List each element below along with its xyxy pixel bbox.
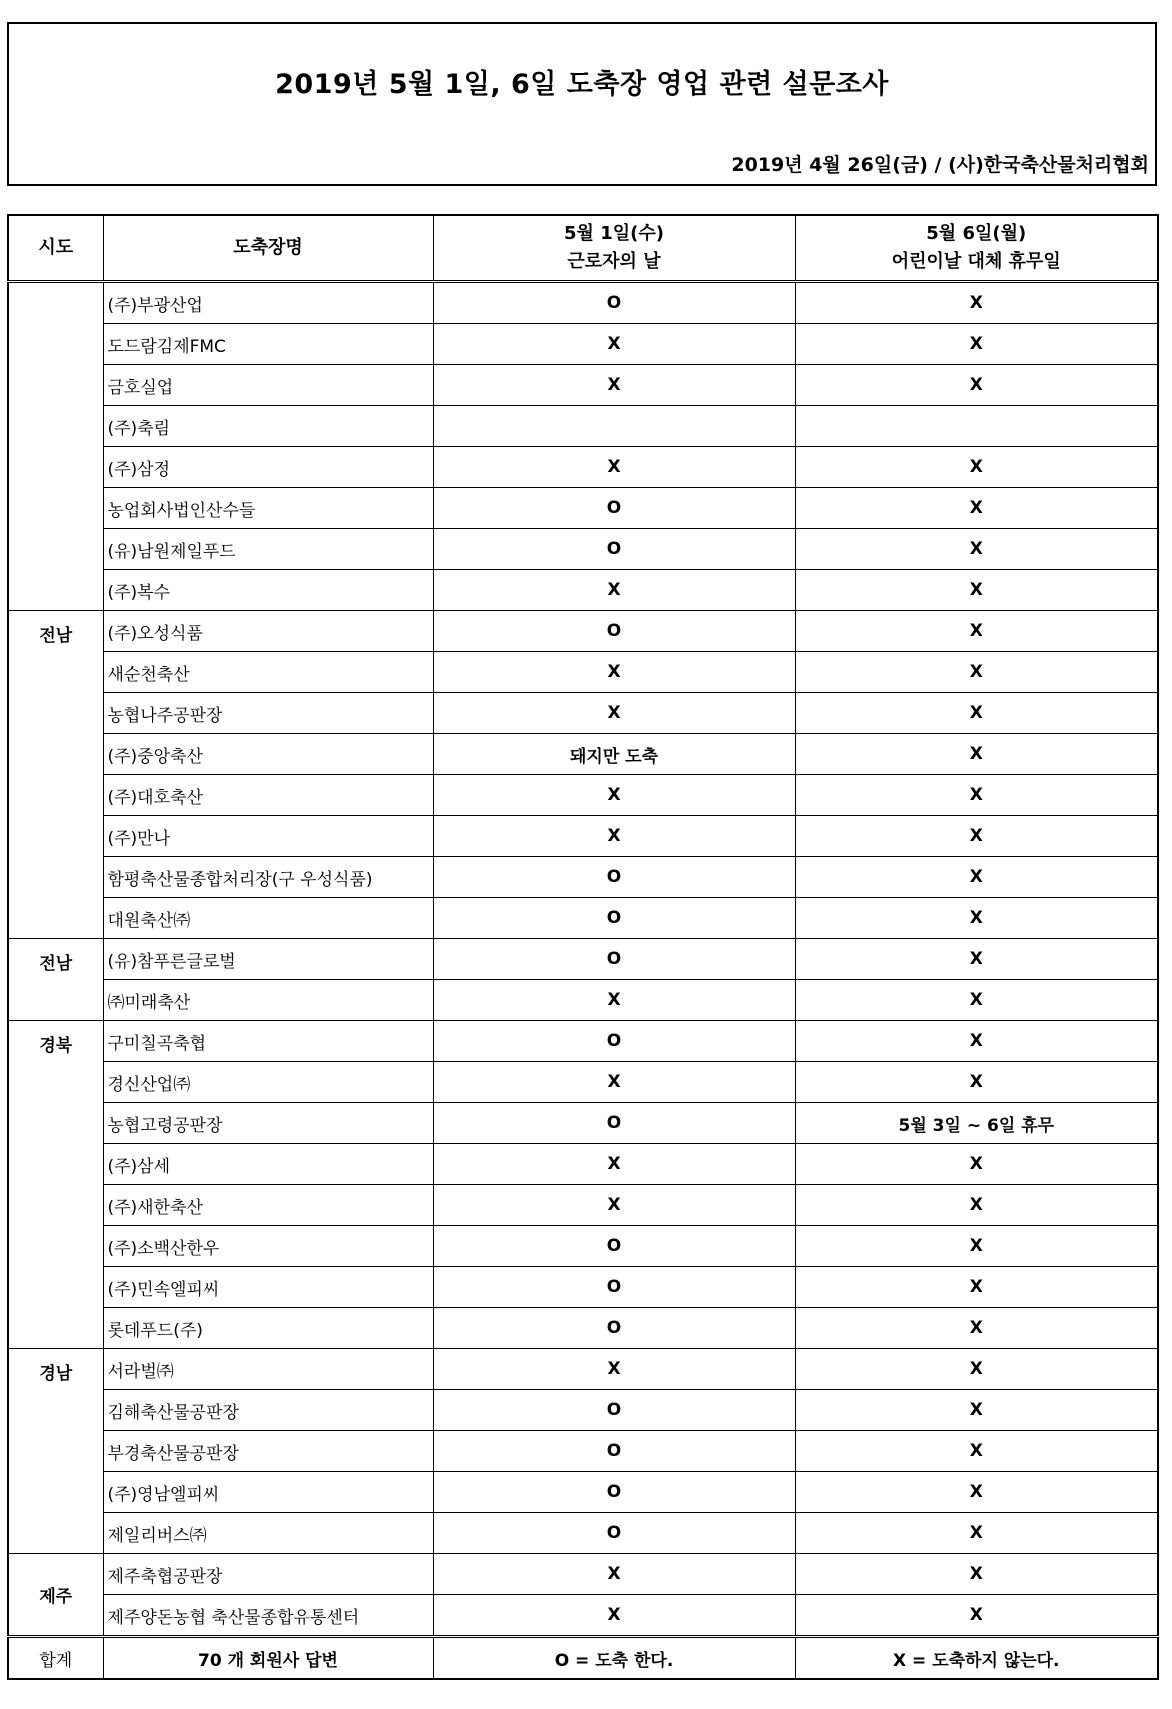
may1-cell: X [433, 1554, 795, 1595]
table-row [8, 734, 1158, 775]
region-cell: 경북 [8, 1021, 103, 1349]
name-cell: 서라벌㈜ [103, 1349, 433, 1390]
header-row [8, 215, 1158, 282]
may1-cell: O [433, 1226, 795, 1267]
may1-cell: O [433, 1513, 795, 1554]
name-cell: ㈜미래축산 [103, 980, 433, 1021]
may6-cell: X [795, 282, 1158, 324]
table-row [8, 693, 1158, 734]
may6-cell: X [795, 1185, 1158, 1226]
name-cell: (주)중앙축산 [103, 734, 433, 775]
name-cell: (주)새한축산 [103, 1185, 433, 1226]
col-may1-date: 5월 1일(수) [564, 223, 664, 244]
col-may1-desc: 근로자의 날 [567, 251, 661, 272]
region-cell: 전남 [8, 939, 103, 1021]
may6-cell: X [795, 980, 1158, 1021]
name-cell: 부경축산물공판장 [103, 1431, 433, 1472]
table-row [8, 611, 1158, 652]
col-region: 시도 [8, 215, 103, 282]
table-row [8, 406, 1158, 447]
table-row [8, 816, 1158, 857]
may6-cell: X [795, 1554, 1158, 1595]
may6-cell [795, 406, 1158, 447]
document-title: 2019년 5월 1일, 6일 도축장 영업 관련 설문조사 [275, 69, 889, 100]
table-row [8, 488, 1158, 529]
may6-cell: X [795, 652, 1158, 693]
may6-cell: X [795, 1062, 1158, 1103]
name-cell: 제주양돈농협 축산물종합유통센터 [103, 1595, 433, 1637]
may1-cell: X [433, 1595, 795, 1637]
name-cell: 농업회사법인산수들 [103, 488, 433, 529]
region-cell: 경남 [8, 1349, 103, 1554]
footer-row [8, 1637, 1158, 1680]
may6-cell: X [795, 324, 1158, 365]
name-cell: (주)부광산업 [103, 282, 433, 324]
name-cell: 금호실업 [103, 365, 433, 406]
name-cell: 새순천축산 [103, 652, 433, 693]
legend-o: O = 도축 한다. [433, 1637, 795, 1680]
may1-cell: O [433, 529, 795, 570]
may6-cell: X [795, 1513, 1158, 1554]
may6-cell: X [795, 570, 1158, 611]
footer-count: 70 개 회원사 답변 [103, 1637, 433, 1680]
table-row [8, 570, 1158, 611]
name-cell: 농협고령공판장 [103, 1103, 433, 1144]
table-row [8, 980, 1158, 1021]
may6-cell: X [795, 857, 1158, 898]
footer-label: 합계 [8, 1637, 103, 1680]
table-row [8, 365, 1158, 406]
may6-cell: X [795, 1144, 1158, 1185]
name-cell: 경신산업㈜ [103, 1062, 433, 1103]
table-row [8, 652, 1158, 693]
may1-cell: X [433, 693, 795, 734]
may6-cell: X [795, 816, 1158, 857]
may6-cell: X [795, 939, 1158, 980]
col-may6-desc: 어린이날 대체 휴무일 [891, 251, 1061, 272]
may1-cell: O [433, 611, 795, 652]
table-row [8, 1595, 1158, 1637]
region-cell [8, 282, 103, 611]
may1-cell: O [433, 1431, 795, 1472]
may1-cell: O [433, 1267, 795, 1308]
table-row [8, 1554, 1158, 1595]
document-subtitle: 2019년 4월 26일(금) / (사)한국축산물처리협회 [731, 154, 1149, 176]
may6-cell: 5월 3일 ~ 6일 휴무 [795, 1103, 1158, 1144]
may1-cell: X [433, 1185, 795, 1226]
may1-cell: X [433, 365, 795, 406]
may6-cell: X [795, 1226, 1158, 1267]
may1-cell: X [433, 1144, 795, 1185]
may6-cell: X [795, 693, 1158, 734]
table-row [8, 1513, 1158, 1554]
table-row [8, 898, 1158, 939]
name-cell: (유)참푸른글로벌 [103, 939, 433, 980]
may1-cell: O [433, 1103, 795, 1144]
name-cell: (주)만나 [103, 816, 433, 857]
may1-cell: X [433, 775, 795, 816]
table-row [8, 1472, 1158, 1513]
table-row [8, 282, 1158, 324]
region-cell: 전남 [8, 611, 103, 939]
may1-cell: X [433, 980, 795, 1021]
header-box [7, 22, 1157, 186]
table-row [8, 1103, 1158, 1144]
col-may1 [433, 215, 795, 282]
may1-cell: X [433, 652, 795, 693]
name-cell: (주)축림 [103, 406, 433, 447]
name-cell: 김해축산물공판장 [103, 1390, 433, 1431]
legend-x: X = 도축하지 않는다. [795, 1637, 1158, 1680]
may6-cell: X [795, 1472, 1158, 1513]
may1-cell: X [433, 570, 795, 611]
table-row [8, 1267, 1158, 1308]
may6-cell: X [795, 447, 1158, 488]
may6-cell: X [795, 529, 1158, 570]
may1-cell: O [433, 939, 795, 980]
name-cell: 농협나주공판장 [103, 693, 433, 734]
col-may6-date: 5월 6일(월) [926, 223, 1027, 244]
name-cell: (주)소백산한우 [103, 1226, 433, 1267]
may1-cell: O [433, 282, 795, 324]
name-cell: 도드람김제FMC [103, 324, 433, 365]
may1-cell: 돼지만 도축 [433, 734, 795, 775]
name-cell: (주)삼세 [103, 1144, 433, 1185]
may1-cell [433, 406, 795, 447]
name-cell: (유)남원제일푸드 [103, 529, 433, 570]
may1-cell: X [433, 324, 795, 365]
may1-cell: O [433, 857, 795, 898]
survey-table [7, 214, 1159, 1680]
name-cell: (주)대호축산 [103, 775, 433, 816]
table-row [8, 1390, 1158, 1431]
table-row [8, 1308, 1158, 1349]
may6-cell: X [795, 775, 1158, 816]
may6-cell: X [795, 1267, 1158, 1308]
table-row [8, 1144, 1158, 1185]
may6-cell: X [795, 1431, 1158, 1472]
table-row [8, 1185, 1158, 1226]
table-row [8, 1431, 1158, 1472]
may1-cell: X [433, 447, 795, 488]
region-cell: 제주 [8, 1554, 103, 1637]
col-may6 [795, 215, 1158, 282]
may6-cell: X [795, 611, 1158, 652]
may6-cell: X [795, 1021, 1158, 1062]
may6-cell: X [795, 365, 1158, 406]
name-cell: (주)민속엘피씨 [103, 1267, 433, 1308]
may1-cell: O [433, 1390, 795, 1431]
table-row [8, 857, 1158, 898]
table-row [8, 1062, 1158, 1103]
name-cell: 제주축협공판장 [103, 1554, 433, 1595]
may6-cell: X [795, 1595, 1158, 1637]
table-row [8, 939, 1158, 980]
name-cell: 대원축산㈜ [103, 898, 433, 939]
may6-cell: X [795, 488, 1158, 529]
survey-body [8, 282, 1158, 1637]
may1-cell: X [433, 816, 795, 857]
may1-cell: O [433, 488, 795, 529]
may1-cell: O [433, 1472, 795, 1513]
table-row [8, 1349, 1158, 1390]
name-cell: (주)복수 [103, 570, 433, 611]
col-name: 도축장명 [103, 215, 433, 282]
may6-cell: X [795, 898, 1158, 939]
may1-cell: O [433, 898, 795, 939]
table-row [8, 529, 1158, 570]
may6-cell: X [795, 1308, 1158, 1349]
name-cell: 함평축산물종합처리장(구 우성식품) [103, 857, 433, 898]
may1-cell: X [433, 1062, 795, 1103]
table-row [8, 1226, 1158, 1267]
may1-cell: O [433, 1021, 795, 1062]
name-cell: 롯데푸드(주) [103, 1308, 433, 1349]
name-cell: (주)오성식품 [103, 611, 433, 652]
name-cell: (주)영남엘피씨 [103, 1472, 433, 1513]
name-cell: (주)삼정 [103, 447, 433, 488]
name-cell: 구미칠곡축협 [103, 1021, 433, 1062]
may1-cell: X [433, 1349, 795, 1390]
may6-cell: X [795, 1349, 1158, 1390]
may6-cell: X [795, 734, 1158, 775]
name-cell: 제일리버스㈜ [103, 1513, 433, 1554]
may6-cell: X [795, 1390, 1158, 1431]
table-row [8, 1021, 1158, 1062]
table-row [8, 324, 1158, 365]
table-row [8, 447, 1158, 488]
table-row [8, 775, 1158, 816]
may1-cell: O [433, 1308, 795, 1349]
